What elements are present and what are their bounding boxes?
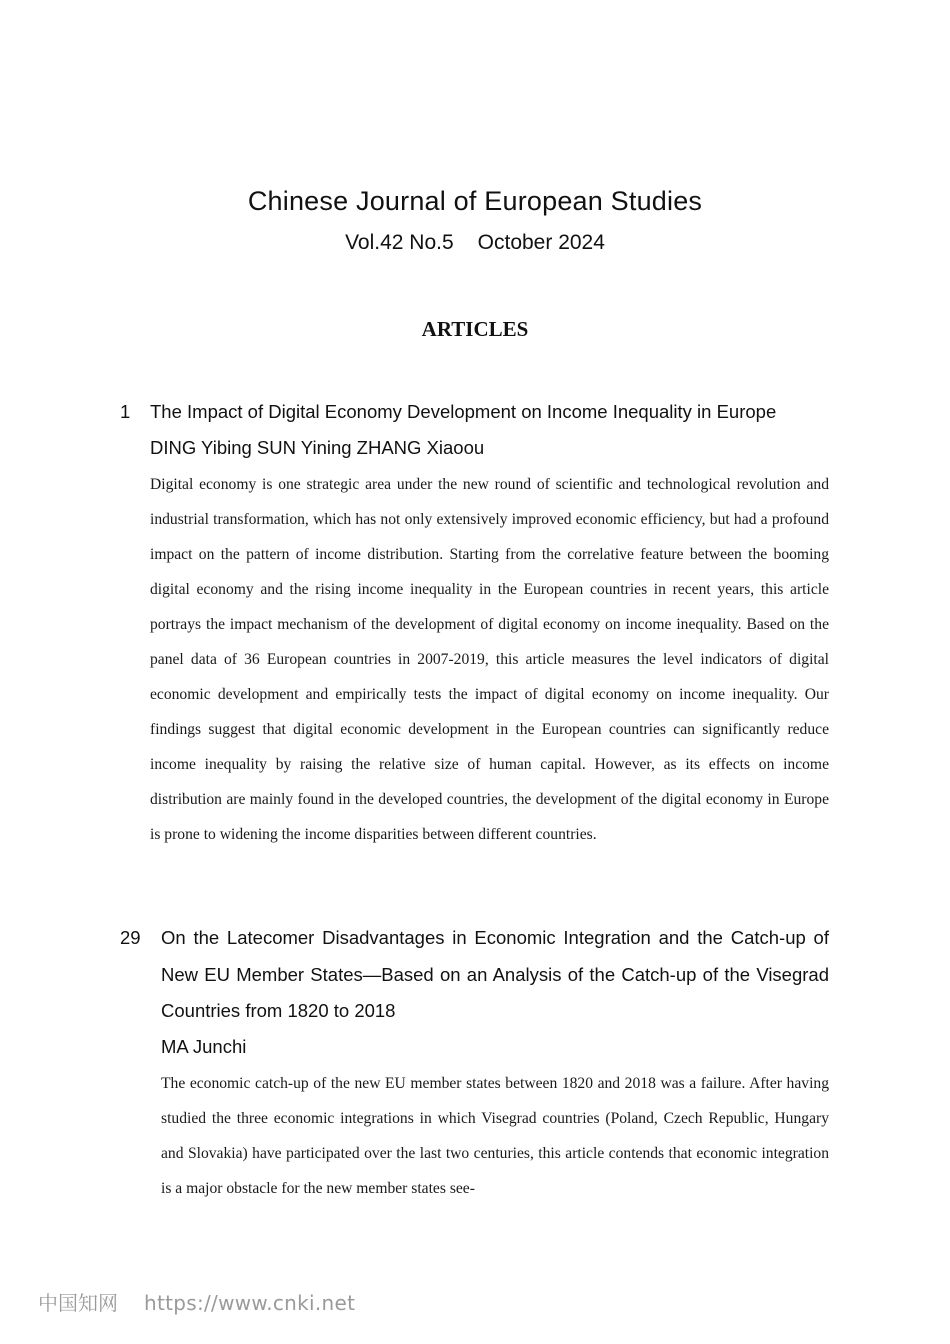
cnki-site-name: 中国知网 [38,1291,118,1315]
section-heading: ARTICLES [421,317,529,341]
article-page-number: 1 [120,401,131,422]
cnki-url[interactable]: https://www.cnki.net [144,1291,356,1315]
article-abstract: The economic catch-up of the new EU member states between 1820 and 2018 was a failure. After having studied the three economic integrations in which Visegrad countries (Poland, Czech Republic, Hungary and Slovakia) have participated over the last two centuries, this article contends that economic integration is a major obstacle for the new member states see- [161,1075,829,1197]
cnki-watermark [38,1287,355,1316]
journal-title: Chinese Journal of European Studies [247,186,703,216]
article-page-number: 29 [120,927,141,948]
issue-date: October 2024 [477,231,605,254]
issue-line [0,231,950,255]
article-title[interactable]: The Impact of Digital Economy Development on Income Inequality in Europe [150,401,777,422]
volume-number: Vol.42 No.5 [345,231,454,254]
article-abstract: Digital economy is one strategic area under the new round of scientific and technological revolution and industrial transformation, which has not only extensively improved economic efficiency, but had a profound impact on the pattern of income distribution. Starting from the correlative feature between the booming digital economy and the rising income inequality in the European countries in recent years, this article portrays the impact mechanism of the development of digital economy on income inequality. Based on the panel data of 36 European countries in 2007-2019, this article measures the level indicators of digital economic development and empirically tests the impact of digital economy on income inequality. Our findings suggest that digital economic development in the European countries can significantly reduce income inequality by raising the relative size of human capital. However, as its effects on income distribution are mainly found in the developed countries, the development of the digital economy in Europe is prone to widening the income disparities between different countries. [150,476,829,843]
article-authors: MA Junchi [161,1036,247,1057]
article-title[interactable]: On the Latecomer Disadvantages in Economic Integration and the Catch-up of New EU Member States—Based on an Analysis of the Catch-up of the Visegrad Countries from 1820 to 2018 [161,927,829,1021]
article-authors: DING Yibing SUN Yining ZHANG Xiaoou [150,437,485,458]
